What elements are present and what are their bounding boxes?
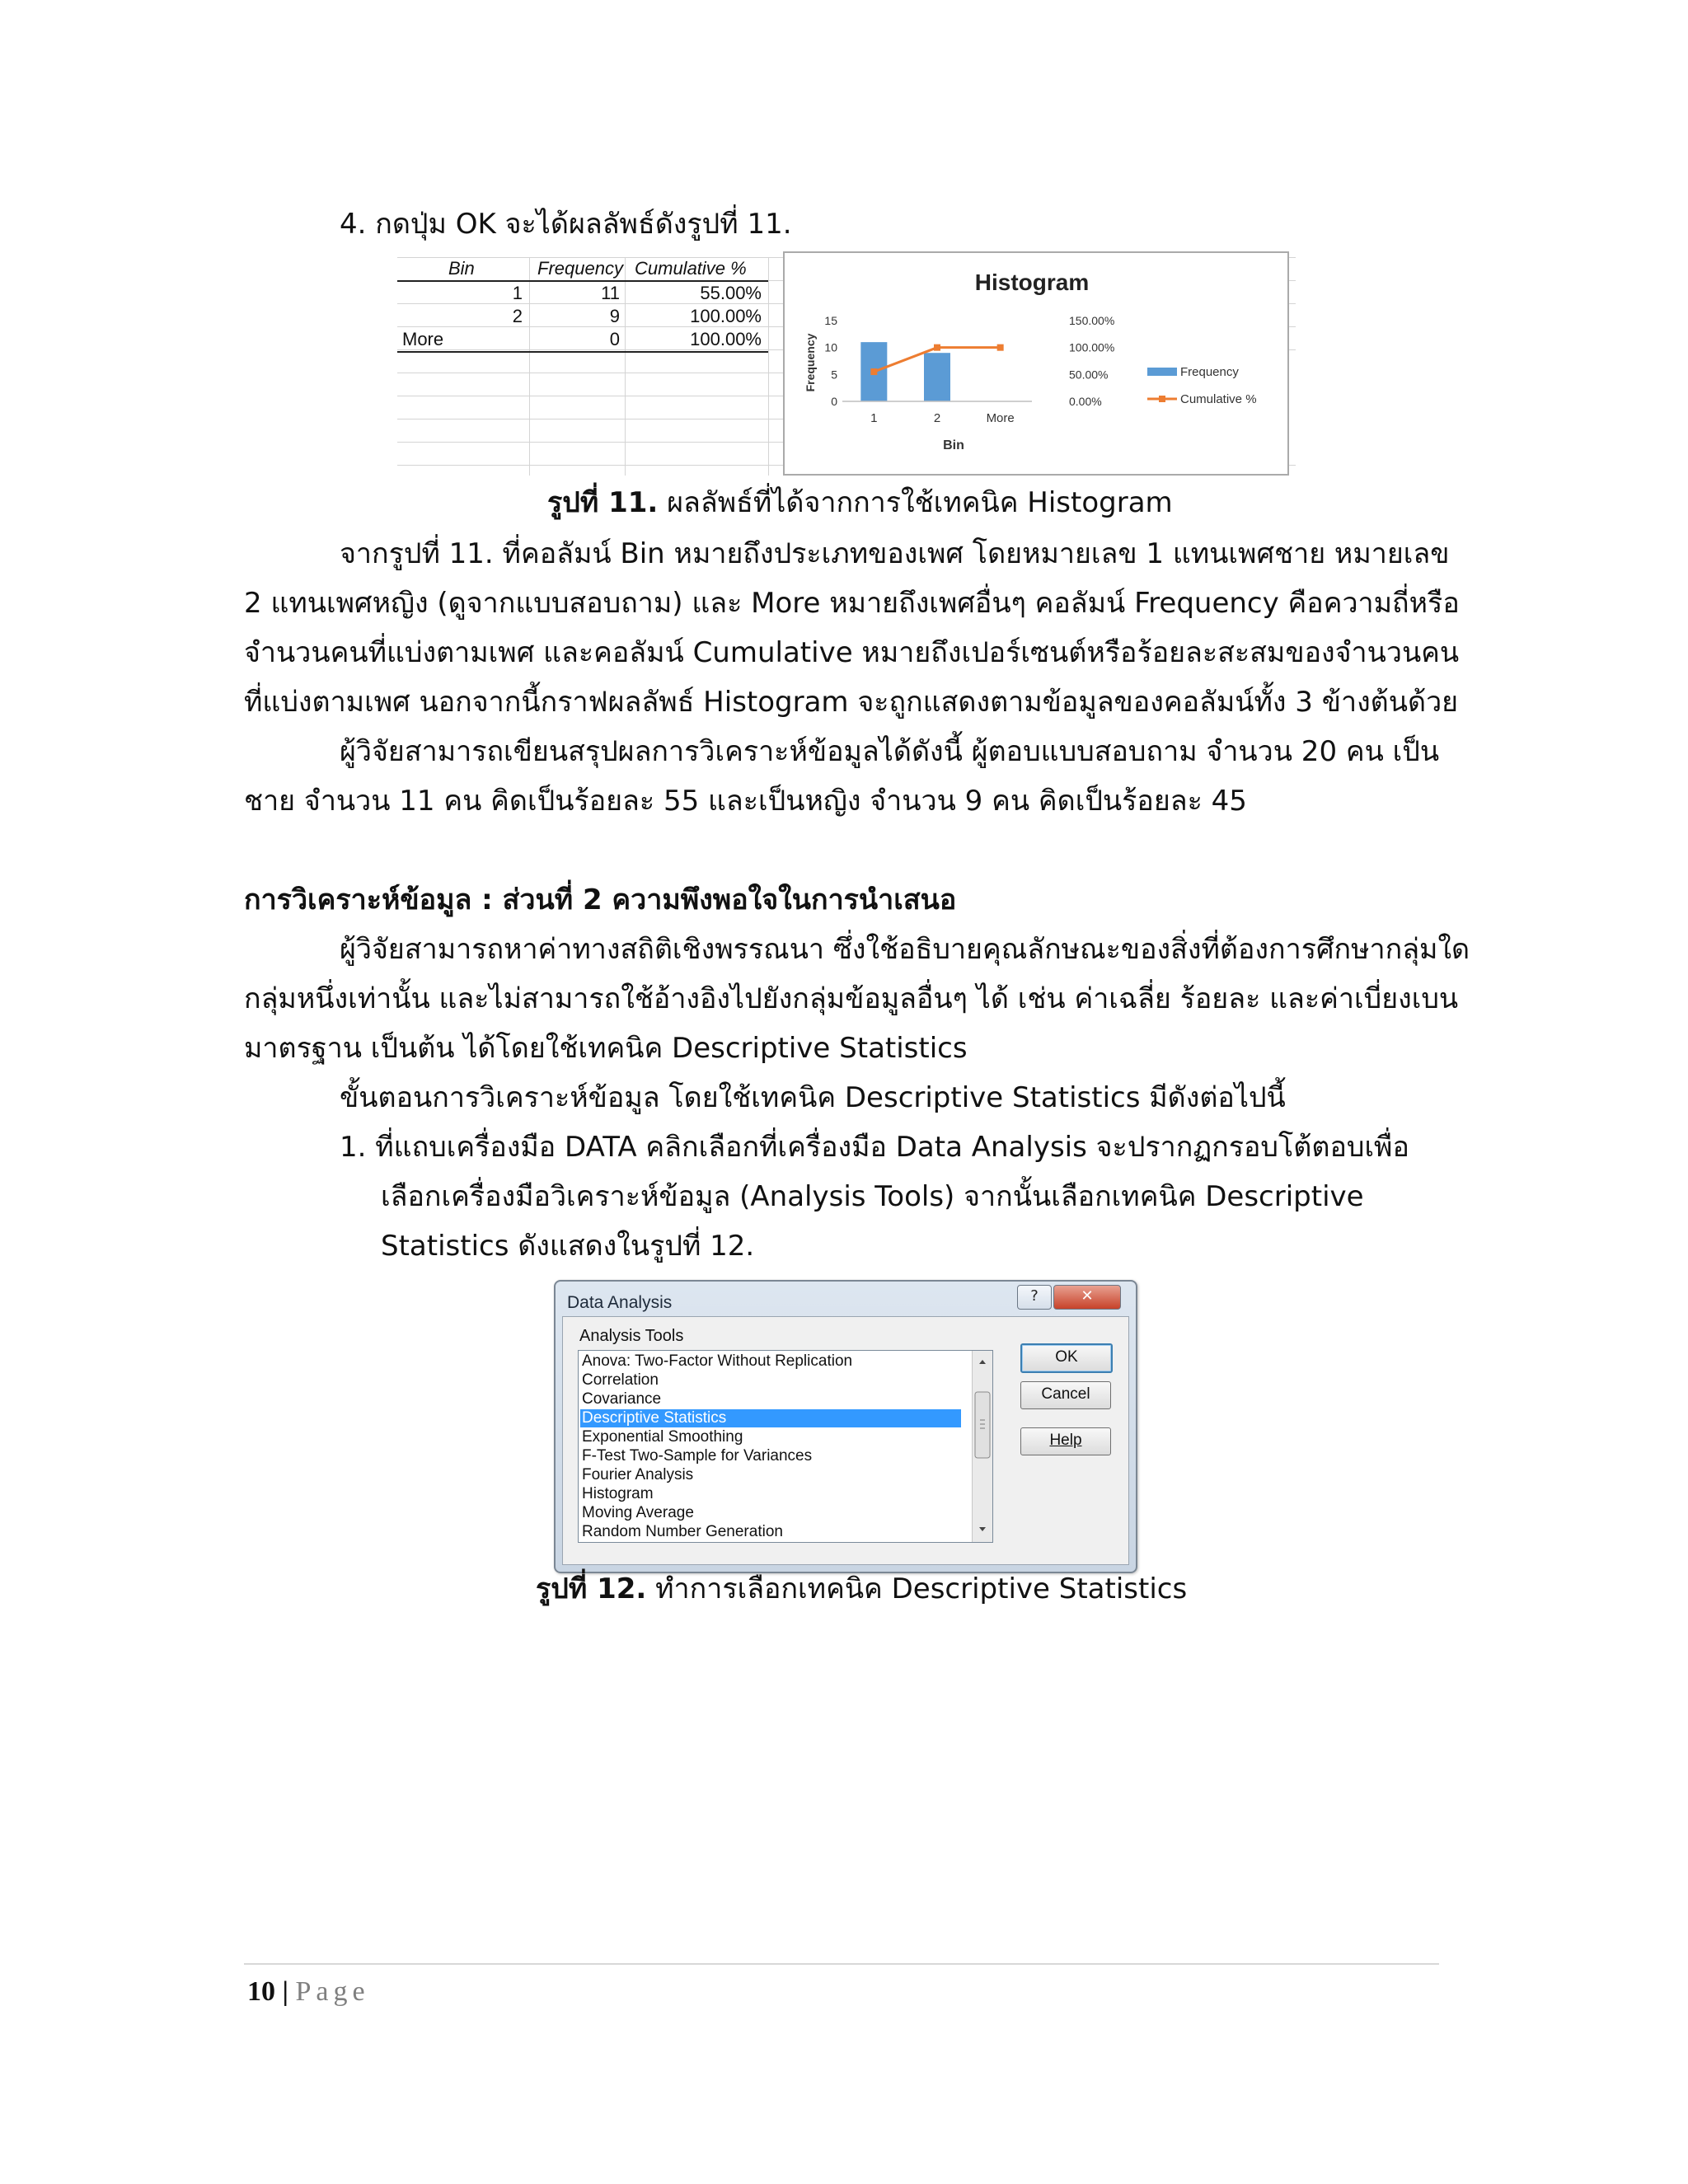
cumulative-point xyxy=(870,368,877,375)
list-item[interactable]: Fourier Analysis xyxy=(582,1466,694,1483)
page-separator: | xyxy=(275,1976,296,2007)
list-item[interactable]: Correlation xyxy=(582,1371,659,1389)
paragraph-line: จากรูปที่ 11. ที่คอลัมน์ Bin หมายถึงประเภทของเพศ โดยหมายเลข 1 แทนเพศชาย หมายเลข xyxy=(340,537,1450,570)
scroll-up-arrow-icon xyxy=(979,1360,986,1364)
figure-caption-12 xyxy=(536,1572,1187,1605)
cancel-button[interactable]: Cancel xyxy=(1020,1381,1111,1409)
table-cell-cumulative: 55.00% xyxy=(700,283,762,303)
table-cell-bin: More xyxy=(402,329,444,349)
table-header-cumulative: Cumulative % xyxy=(635,258,747,279)
table-header-bin: Bin xyxy=(448,258,475,279)
legend-cumulative-label: Cumulative % xyxy=(1180,392,1257,406)
dialog-body xyxy=(562,1316,1129,1565)
x-tick-label: More xyxy=(986,411,1015,425)
paragraph-line: 2 แทนเพศหญิง (ดูจากแบบสอบถาม) และ More หมายถึงเพศอื่นๆ คอลัมน์ Frequency คือความถี่หรือ xyxy=(244,587,1460,620)
legend-cumulative-marker xyxy=(1159,396,1165,402)
y2-tick-label: 0.00% xyxy=(1069,395,1102,408)
table-cell-frequency: 9 xyxy=(609,306,620,326)
y-tick-label: 15 xyxy=(824,314,837,327)
table-header-frequency: Frequency xyxy=(537,258,623,279)
list-item[interactable]: Histogram xyxy=(582,1485,654,1502)
table-cell-frequency: 0 xyxy=(609,329,620,349)
caption-text: ทำการเลือกเทคนิค Descriptive Statistics xyxy=(646,1572,1188,1605)
help-title-button[interactable]: ? xyxy=(1017,1285,1052,1310)
footer-rule xyxy=(244,1963,1439,1965)
page-number-value: 10 xyxy=(247,1976,275,2007)
y-tick-label: 0 xyxy=(831,395,837,408)
close-button[interactable]: ✕ xyxy=(1053,1285,1121,1310)
page-word: Page xyxy=(295,1976,370,2007)
paragraph-line: จำนวนคนที่แบ่งตามเพศ และคอลัมน์ Cumulative หมายถึงเปอร์เซนต์หรือร้อยละสะสมของจำนวนคน xyxy=(244,636,1460,669)
analysis-tools-listbox[interactable] xyxy=(578,1350,993,1543)
chart-ylabel: Frequency xyxy=(804,333,817,392)
page-number xyxy=(247,1976,370,2008)
analysis-tools-label: Analysis Tools xyxy=(579,1327,684,1345)
section-heading: การวิเคราะห์ข้อมูล : ส่วนที่ 2 ความพึงพอใจในการนำเสนอ xyxy=(244,883,957,916)
table-cell-bin: 1 xyxy=(512,283,523,303)
paragraph-line: ผู้วิจัยสามารถเขียนสรุปผลการวิเคราะห์ข้อมูลได้ดังนี้ ผู้ตอบแบบสอบถาม จำนวน 20 คน เป็น xyxy=(340,735,1440,768)
paragraph-line: ขั้นตอนการวิเคราะห์ข้อมูล โดยใช้เทคนิค Descriptive Statistics มีดังต่อไปนี้ xyxy=(340,1081,1286,1114)
y2-tick-label: 100.00% xyxy=(1069,340,1115,354)
list-item[interactable]: Covariance xyxy=(582,1390,662,1408)
paragraph-line: มาตรฐาน เป็นต้น ได้โดยใช้เทคนิค Descriptive Statistics xyxy=(244,1032,968,1065)
figure-caption-11 xyxy=(547,486,1173,519)
ok-button[interactable]: OK xyxy=(1020,1343,1113,1373)
caption-label: รูปที่ 11. xyxy=(547,486,659,519)
y2-tick-label: 150.00% xyxy=(1069,314,1115,327)
help-button[interactable]: Help xyxy=(1020,1427,1111,1455)
cumulative-point xyxy=(997,344,1004,351)
y-tick-label: 5 xyxy=(831,368,837,382)
table-cell-bin: 2 xyxy=(512,306,523,326)
y-tick-label: 10 xyxy=(824,340,837,354)
step4-text: 4. กดปุ่ม OK จะได้ผลลัพธ์ดังรูปที่ 11. xyxy=(340,208,792,241)
listbox-scrollbar[interactable] xyxy=(972,1351,992,1542)
caption-text: ผลลัพธ์ที่ได้จากการใช้เทคนิค Histogram xyxy=(658,486,1173,519)
legend-frequency-label: Frequency xyxy=(1180,365,1239,379)
list-item[interactable]: Moving Average xyxy=(582,1504,694,1521)
dialog-title: Data Analysis xyxy=(567,1293,673,1312)
step1-line: 1. ที่แถบเครื่องมือ DATA คลิกเลือกที่เครื่องมือ Data Analysis จะปรากฏกรอบโต้ตอบเพื่อ xyxy=(340,1131,1409,1164)
cumulative-point xyxy=(934,344,940,351)
y2-tick-label: 50.00% xyxy=(1069,368,1109,382)
paragraph-line: ชาย จำนวน 11 คน คิดเป็นร้อยละ 55 และเป็นหญิง จำนวน 9 คน คิดเป็นร้อยละ 45 xyxy=(244,785,1247,818)
histogram-chart-svg xyxy=(785,253,1287,474)
list-item[interactable]: Exponential Smoothing xyxy=(582,1428,743,1446)
step1-line: Statistics ดังแสดงในรูปที่ 12. xyxy=(381,1230,755,1263)
scrollbar-graphic xyxy=(973,1351,992,1542)
list-item[interactable]: Anova: Two-Factor Without Replication xyxy=(582,1352,853,1370)
paragraph-line: ผู้วิจัยสามารถหาค่าทางสถิติเชิงพรรณนา ซึ่งใช้อธิบายคุณลักษณะของสิ่งที่ต้องการศึกษากลุ่มใด xyxy=(340,933,1470,966)
legend-frequency-swatch xyxy=(1147,368,1177,376)
table-cell-cumulative: 100.00% xyxy=(690,306,762,326)
histogram-chart xyxy=(783,251,1289,476)
table-cell-frequency: 11 xyxy=(601,283,620,303)
paragraph-line: ที่แบ่งตามเพศ นอกจากนี้กราฟผลลัพธ์ Histogram จะถูกแสดงตามข้อมูลของคอลัมน์ทั้ง 3 ข้างต้นด้วย xyxy=(244,686,1459,719)
table-cell-cumulative: 100.00% xyxy=(690,329,762,349)
list-item[interactable]: F-Test Two-Sample for Variances xyxy=(582,1447,813,1465)
bar xyxy=(924,353,950,401)
step1-line: เลือกเครื่องมือวิเคราะห์ข้อมูล (Analysis Tools) จากนั้นเลือกเทคนิค Descriptive xyxy=(381,1180,1364,1213)
list-item-selected[interactable]: Descriptive Statistics xyxy=(580,1409,961,1427)
paragraph-line: กลุ่มหนึ่งเท่านั้น และไม่สามารถใช้อ้างอิงไปยังกลุ่มข้อมูลอื่นๆ ได้ เช่น ค่าเฉลี่ย ร้อยละ และค่าเบี่ยงเบน xyxy=(244,982,1459,1015)
scroll-thumb xyxy=(975,1392,990,1458)
chart-xlabel: Bin xyxy=(943,438,964,452)
chart-title: Histogram xyxy=(974,269,1090,295)
scroll-down-arrow-icon xyxy=(979,1527,986,1531)
x-tick-label: 2 xyxy=(933,411,941,425)
caption-label: รูปที่ 12. xyxy=(536,1572,647,1605)
list-item[interactable]: Random Number Generation xyxy=(582,1523,783,1540)
data-analysis-dialog xyxy=(554,1280,1137,1573)
x-tick-label: 1 xyxy=(870,411,878,425)
